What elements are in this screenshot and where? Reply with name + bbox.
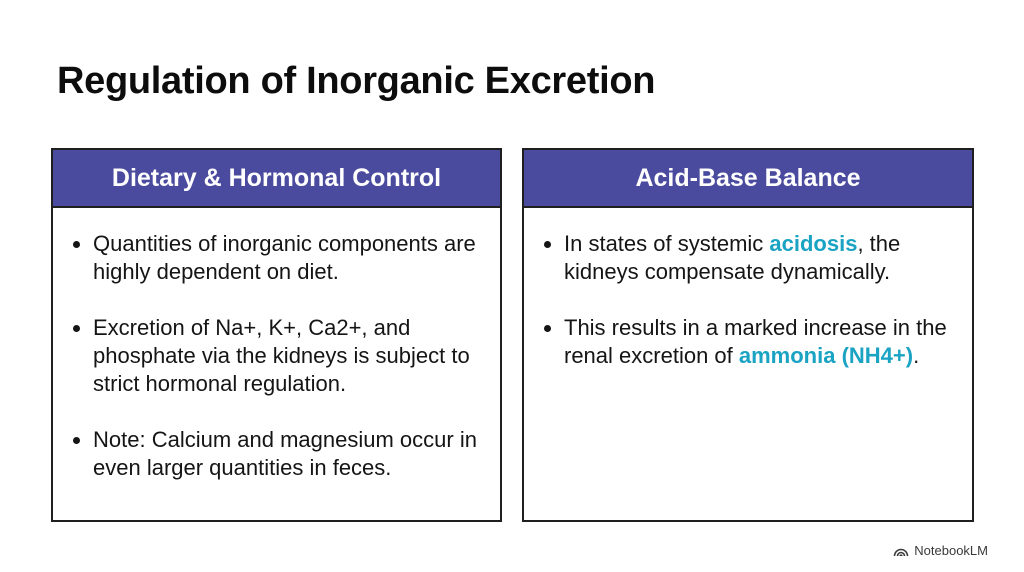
bullet-text-start: This results in a marked increase in the renal excretion of <box>564 315 947 368</box>
bullet-text-start: In states of systemic <box>564 231 770 256</box>
bullet-item <box>542 230 958 286</box>
bullet-item <box>71 230 486 286</box>
panel-header-acid-base: Acid-Base Balance <box>524 150 972 208</box>
notebooklm-branding <box>893 543 988 558</box>
bullet-text <box>564 315 947 368</box>
bullet-item <box>71 426 486 482</box>
bullet-text-end: , the kidneys compensate dynamically. <box>564 231 901 284</box>
brand-label: NotebookLM <box>914 543 988 558</box>
dietary-bullet-list <box>53 208 500 482</box>
bullet-text: Excretion of Na+, K+, Ca2+, and phosphate via the kidneys is subject to strict hormonal regulation. <box>93 315 470 396</box>
bullet-dot-icon <box>544 325 551 332</box>
notebooklm-logo-icon <box>893 545 909 557</box>
bullet-dot-icon <box>544 241 551 248</box>
bullet-dot-icon <box>73 241 80 248</box>
bullet-text-end: . <box>913 343 920 368</box>
highlight-acidosis: acidosis <box>769 231 858 256</box>
bullet-text: Note: Calcium and magnesium occur in even larger quantities in feces. <box>93 427 477 480</box>
bullet-item <box>71 314 486 398</box>
bullet-item <box>542 314 958 370</box>
dietary-hormonal-panel <box>51 148 502 522</box>
acid-base-panel <box>522 148 974 522</box>
panel-header-dietary: Dietary & Hormonal Control <box>53 150 500 208</box>
slide-title: Regulation of Inorganic Excretion <box>57 60 656 102</box>
acid-base-bullet-list <box>524 208 972 370</box>
bullet-dot-icon <box>73 325 80 332</box>
bullet-text <box>564 231 900 284</box>
bullet-text: Quantities of inorganic components are highly dependent on diet. <box>93 231 476 284</box>
highlight-ammonia: ammonia (NH4+) <box>738 343 914 368</box>
bullet-dot-icon <box>73 437 80 444</box>
